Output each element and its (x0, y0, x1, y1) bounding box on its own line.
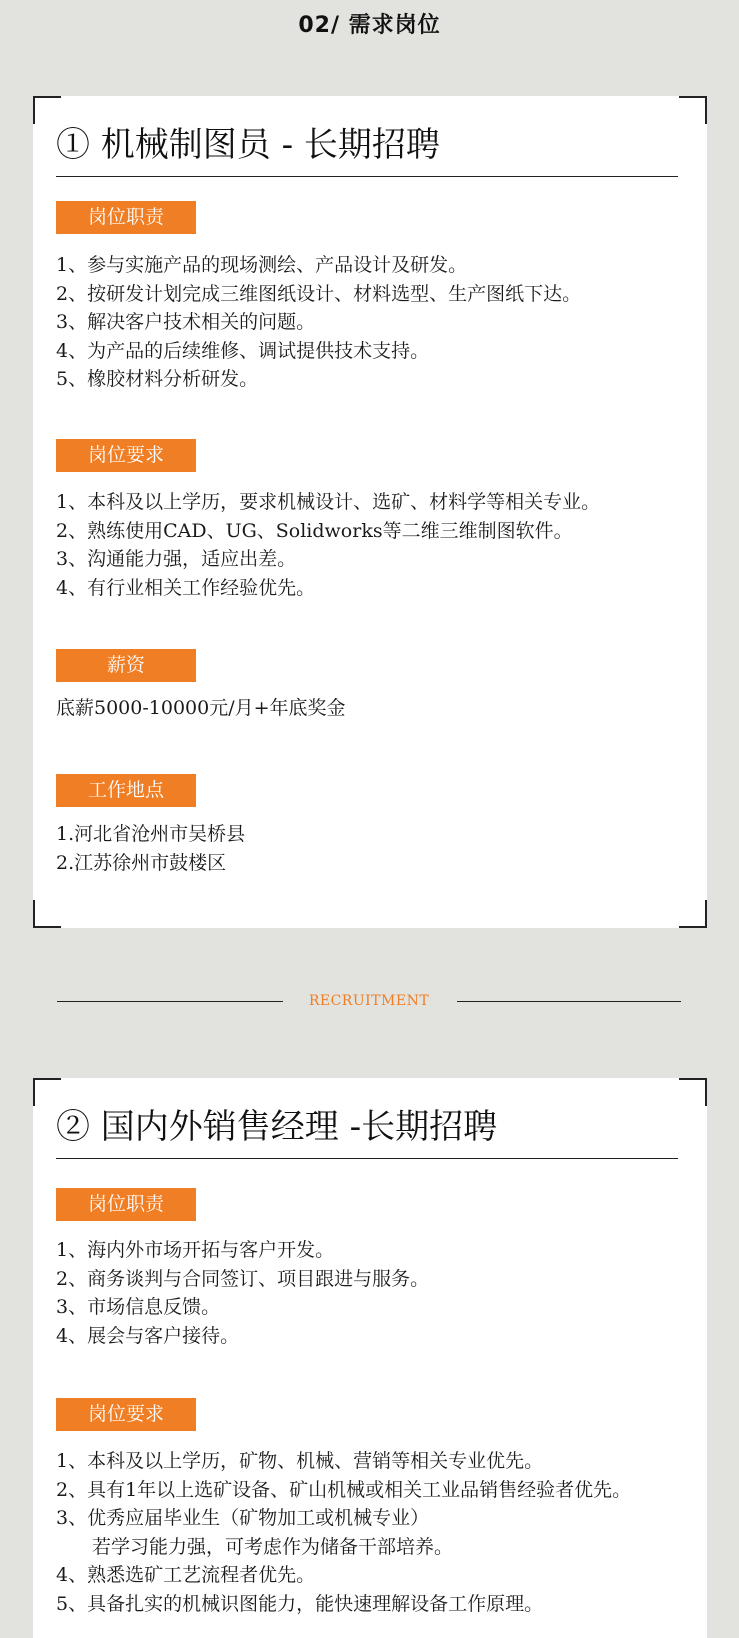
list-item: 5、具备扎实的机械识图能力，能快速理解设备工作原理。 (56, 1592, 544, 1615)
job-title: ① 机械制图员 - 长期招聘 (56, 122, 678, 177)
salary-text (56, 694, 696, 723)
list-item: 2、具有1年以上选矿设备、矿山机械或相关工业品销售经验者优先。 (56, 1478, 632, 1501)
recruitment-divider (57, 991, 681, 1011)
list-item: 1.河北省沧州市吴桥县 (56, 823, 246, 845)
divider-label: RECRUITMENT (308, 993, 430, 1009)
divider-rule (457, 1001, 681, 1002)
list-item: 底薪5000-10000元/月+年底奖金 (56, 697, 346, 719)
list-item: 1、本科及以上学历，矿物、机械、营销等相关专业优先。 (56, 1450, 544, 1472)
salary-tag: 薪资 (56, 649, 196, 682)
list-item: 1、本科及以上学历，要求机械设计、选矿、材料学等相关专业。 (56, 491, 601, 513)
corner-bracket (679, 900, 707, 928)
list-item: 2.江苏徐州市鼓楼区 (56, 851, 227, 874)
list-item: 4、为产品的后续维修、调试提供技术支持。 (56, 339, 430, 362)
list-item: 3、优秀应届毕业生（矿物加工或机械专业） (56, 1507, 430, 1530)
list-item: 3、市场信息反馈。 (56, 1296, 221, 1319)
list-item: 若学习能力强，可考虑作为储备干部培养。 (92, 1535, 454, 1558)
duties-tag: 岗位职责 (56, 1188, 196, 1221)
job-card-mechanical-drafter (33, 96, 707, 928)
list-item: 5、橡胶材料分析研发。 (56, 368, 259, 391)
list-item: 4、展会与客户接待。 (56, 1324, 240, 1347)
list-item: 4、有行业相关工作经验优先。 (56, 576, 316, 599)
duties-tag: 岗位职责 (56, 201, 196, 234)
duties-list (56, 1236, 696, 1350)
duties-list (56, 251, 696, 394)
job-card-sales-manager (33, 1078, 707, 1638)
corner-bracket (33, 96, 61, 124)
list-item: 2、商务谈判与合同签订、项目跟进与服务。 (56, 1267, 430, 1290)
list-item: 4、熟悉选矿工艺流程者优先。 (56, 1564, 316, 1587)
corner-bracket (33, 900, 61, 928)
job-title: ② 国内外销售经理 -长期招聘 (56, 1104, 678, 1159)
list-item: 3、解决客户技术相关的问题。 (56, 311, 316, 334)
requirements-list (56, 488, 696, 602)
list-item: 3、沟通能力强，适应出差。 (56, 548, 297, 571)
corner-bracket (679, 96, 707, 124)
requirements-tag: 岗位要求 (56, 439, 196, 472)
list-item: 2、熟练使用CAD、UG、Solidworks等二维三维制图软件。 (56, 519, 573, 542)
requirements-tag: 岗位要求 (56, 1398, 196, 1431)
list-item: 1、参与实施产品的现场测绘、产品设计及研发。 (56, 254, 468, 276)
requirements-list (56, 1447, 696, 1619)
corner-bracket (679, 1078, 707, 1106)
corner-bracket (33, 1078, 61, 1106)
list-item: 1、海内外市场开拓与客户开发。 (56, 1239, 335, 1261)
list-item: 2、按研发计划完成三维图纸设计、材料选型、生产图纸下达。 (56, 282, 582, 305)
section-header: 02/ 需求岗位 (298, 13, 441, 38)
location-tag: 工作地点 (56, 774, 196, 807)
location-list (56, 820, 696, 877)
